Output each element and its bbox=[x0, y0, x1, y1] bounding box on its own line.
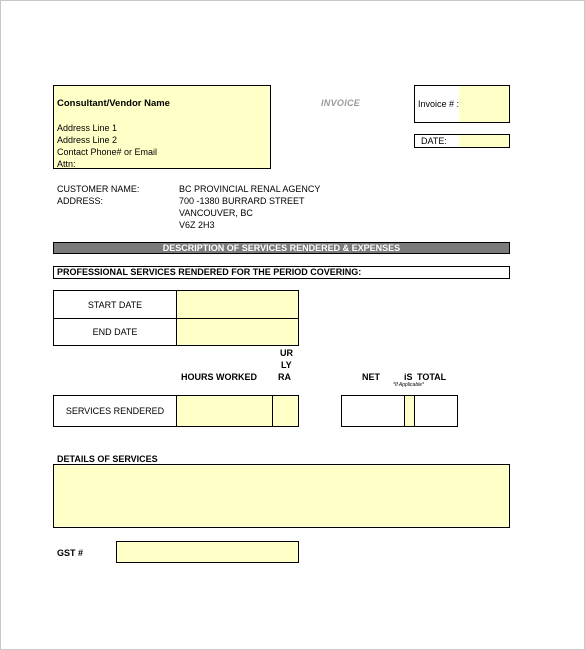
vendor-address-line-2: Address Line 2 bbox=[57, 135, 118, 145]
vendor-attn: Attn: bbox=[57, 159, 76, 169]
hours-worked-field[interactable] bbox=[177, 396, 272, 426]
rate-header-line-3: RA bbox=[278, 372, 291, 382]
invoice-title: INVOICE bbox=[321, 98, 361, 108]
vendor-name: Consultant/Vendor Name bbox=[57, 98, 170, 109]
column-divider bbox=[176, 291, 177, 345]
column-divider bbox=[176, 396, 177, 426]
hourly-rate-field[interactable] bbox=[273, 396, 298, 426]
vendor-contact: Contact Phone# or Email bbox=[57, 147, 158, 157]
gst-amount-field[interactable] bbox=[405, 396, 414, 426]
column-divider bbox=[404, 396, 405, 426]
vendor-info-box[interactable] bbox=[53, 85, 271, 169]
period-dates-table bbox=[53, 290, 299, 346]
rate-header-line-2: LY bbox=[281, 360, 292, 370]
customer-name-label: CUSTOMER NAME: bbox=[57, 184, 140, 194]
start-date-field[interactable] bbox=[177, 291, 298, 318]
customer-address-label: ADDRESS: bbox=[57, 196, 104, 206]
rate-header-line-1: UR bbox=[280, 348, 293, 358]
totals-row bbox=[341, 395, 458, 427]
start-date-label: START DATE bbox=[87, 300, 143, 310]
details-of-services-field[interactable] bbox=[53, 464, 510, 528]
gst-number-label: GST # bbox=[57, 548, 84, 558]
services-rendered-row bbox=[53, 395, 299, 427]
end-date-field[interactable] bbox=[177, 319, 298, 345]
vendor-address-line-1: Address Line 1 bbox=[57, 123, 118, 133]
invoice-date-box bbox=[414, 134, 510, 148]
net-header: NET bbox=[362, 372, 380, 382]
customer-name: BC PROVINCIAL RENAL AGENCY bbox=[179, 184, 321, 194]
invoice-date-label: DATE: bbox=[421, 136, 447, 146]
invoice-number-label: Invoice # : bbox=[418, 99, 460, 109]
end-date-label: END DATE bbox=[92, 327, 138, 337]
customer-address-line-3: V6Z 2H3 bbox=[179, 220, 215, 230]
column-divider bbox=[414, 396, 415, 426]
customer-address-line-1: 700 -1380 BURRARD STREET bbox=[179, 196, 305, 206]
gst-header: iS bbox=[404, 372, 413, 382]
invoice-number-field[interactable] bbox=[459, 86, 509, 122]
period-section-header: PROFESSIONAL SERVICES RENDERED FOR THE PERIOD COVERING: bbox=[53, 266, 510, 279]
customer-address-line-2: VANCOUVER, BC bbox=[179, 208, 253, 218]
column-divider bbox=[272, 396, 273, 426]
gst-applicable-note: *If Applicable* bbox=[393, 382, 424, 388]
gst-number-field[interactable] bbox=[116, 541, 299, 563]
invoice-date-field[interactable] bbox=[459, 135, 509, 147]
details-of-services-header: DETAILS OF SERVICES bbox=[57, 454, 158, 464]
invoice-number-box bbox=[414, 85, 510, 123]
total-header: TOTAL bbox=[417, 372, 447, 382]
description-section-header: DESCRIPTION OF SERVICES RENDERED & EXPENSES bbox=[53, 242, 510, 254]
services-rendered-label: SERVICES RENDERED bbox=[65, 406, 165, 416]
hours-worked-header: HOURS WORKED bbox=[181, 372, 257, 382]
